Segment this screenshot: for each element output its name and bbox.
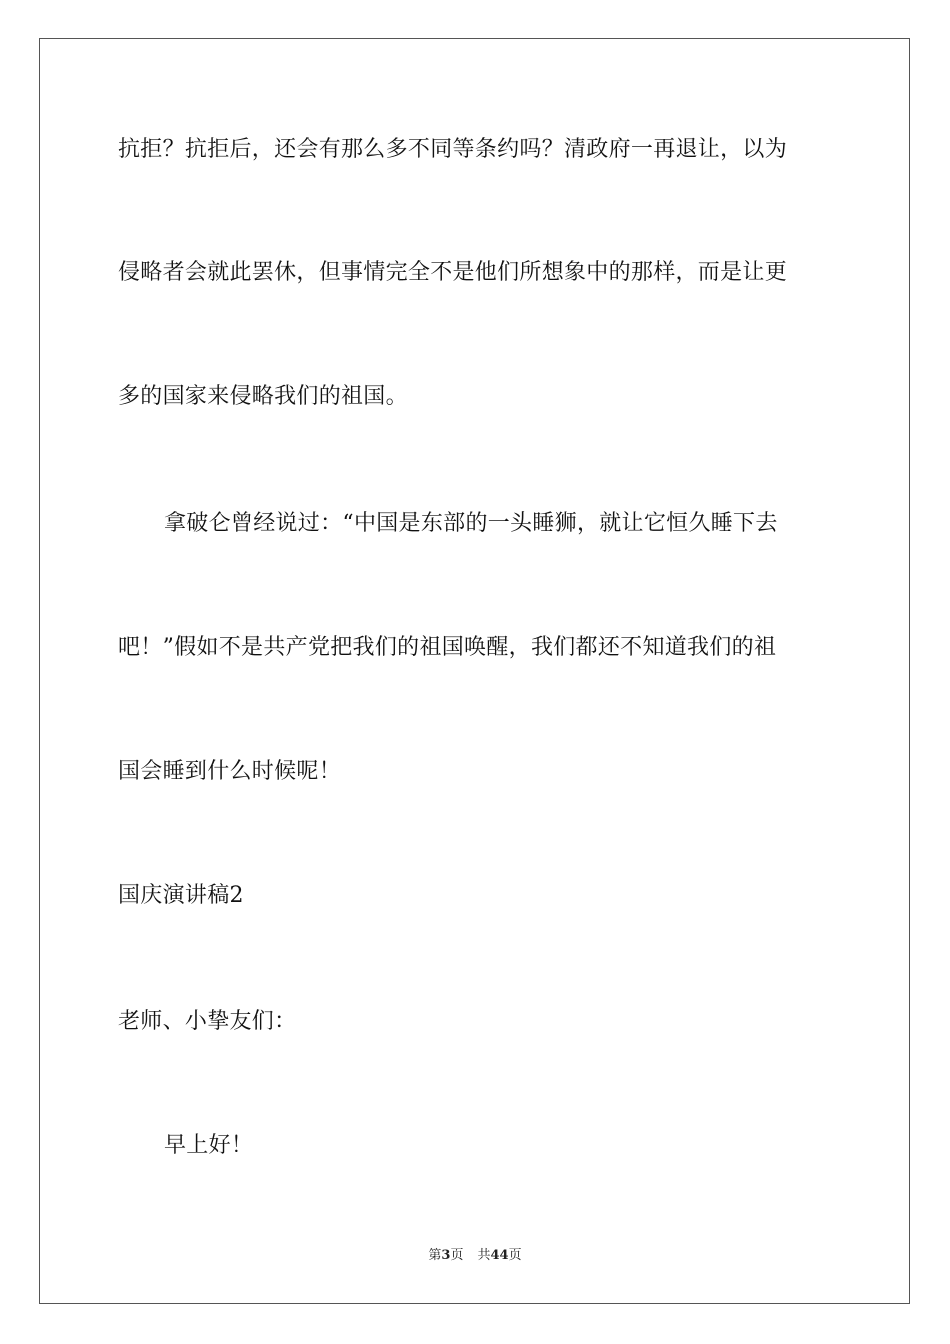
body-text-line: 吧！”假如不是共产党把我们的祖国唤醒，我们都还不知道我们的祖 xyxy=(118,635,777,660)
total-pages: 44 xyxy=(490,1248,509,1263)
body-text-line: 侵略者会就此罢休，但事情完全不是他们所想象中的那样，而是让更 xyxy=(118,260,788,285)
page-prefix: 第 xyxy=(428,1248,442,1263)
paragraph-first-line: 拿破仑曾经说过：“中国是东部的一头睡狮，就让它恒久睡下去 xyxy=(164,511,778,536)
total-suffix: 页 xyxy=(508,1248,522,1263)
body-text-line: 国会睡到什么时候呢！ xyxy=(118,759,342,784)
section-heading: 国庆演讲稿2 xyxy=(118,883,244,908)
page-suffix: 页 xyxy=(450,1248,464,1263)
page-number: 3 xyxy=(441,1248,451,1263)
salutation: 老师、小挚友们： xyxy=(118,1009,297,1034)
total-prefix: 共 xyxy=(477,1248,491,1263)
greeting: 早上好！ xyxy=(164,1133,254,1158)
body-text-line: 多的国家来侵略我们的祖国。 xyxy=(118,384,408,409)
page-border xyxy=(39,38,910,1304)
page-footer xyxy=(0,1247,950,1265)
body-text-line: 抗拒？抗拒后，还会有那么多不同等条约吗？清政府一再退让，以为 xyxy=(118,137,788,162)
